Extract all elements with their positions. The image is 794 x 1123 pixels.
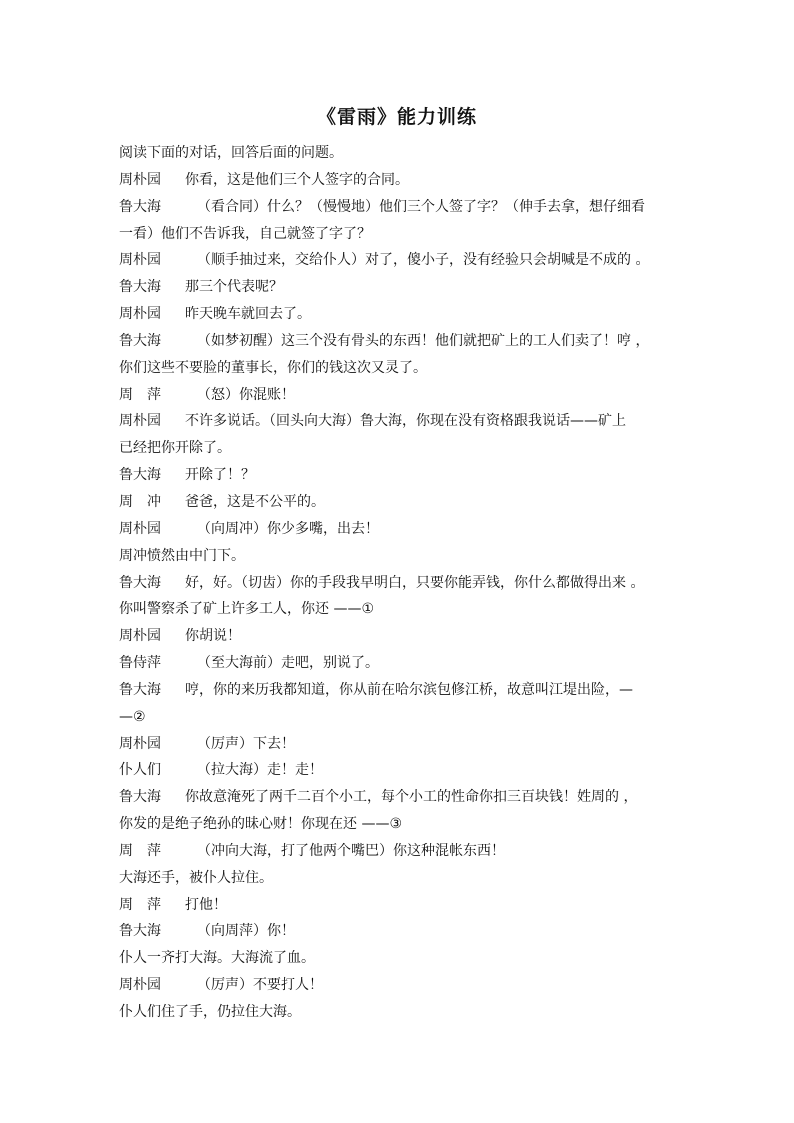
dialogue-line — [119, 274, 679, 301]
speaker-name: 鲁大海 — [119, 279, 161, 296]
speaker-name: 周 冲 — [119, 493, 161, 510]
dialogue-text: （拉大海）走！走！ — [197, 762, 323, 779]
dialogue-line — [119, 462, 679, 489]
dialogue-text-line — [119, 543, 679, 570]
speaker-name: 鲁大海 — [119, 574, 161, 591]
speaker-name: 鲁大海 — [119, 681, 161, 698]
dialogue-text: 你们这些不要脸的董事长，你们的钱这次又灵了。 — [119, 359, 427, 376]
dialogue-text: 昨天晚车就回去了。 — [185, 306, 311, 323]
dialogue-text-line — [119, 140, 679, 167]
speaker-name: 鲁大海 — [119, 923, 161, 940]
dialogue-line — [119, 623, 679, 650]
dialogue-line — [119, 382, 679, 409]
dialogue-text: 一看）他们不告诉我，自己就签了字了？ — [119, 225, 371, 242]
dialogue-line — [119, 731, 679, 758]
dialogue-text-line — [119, 945, 679, 972]
dialogue-body — [119, 140, 679, 1026]
speaker-name: 鲁侍萍 — [119, 655, 161, 672]
dialogue-text: 已经把你开除了。 — [119, 440, 231, 457]
speaker-name: 周朴园 — [119, 628, 161, 645]
dialogue-line — [119, 650, 679, 677]
dialogue-text: 你故意淹死了两千二百个小工，每个小工的性命你扣三百块钱！姓周的 ， — [185, 789, 638, 806]
dialogue-text: 大海还手，被仆人拉住。 — [119, 869, 273, 886]
dialogue-text: （顺手抽过来，交给仆人）对了，傻小子，没有经验只会胡喊是不成的 。 — [197, 252, 650, 269]
dialogue-line — [119, 301, 679, 328]
dialogue-text-line — [119, 435, 679, 462]
dialogue-line — [119, 408, 679, 435]
dialogue-text: 开除了！？ — [185, 467, 255, 484]
dialogue-text-line — [119, 704, 679, 731]
speaker-name: 周朴园 — [119, 306, 161, 323]
dialogue-text: 不许多说话。（回头向大海）鲁大海，你现在没有资格跟我说话——矿上 — [185, 413, 626, 430]
dialogue-line — [119, 570, 679, 597]
dialogue-text: 你发的是绝子绝孙的昧心财！你现在还 ——③ — [119, 816, 402, 833]
dialogue-text: （冲向大海，打了他两个嘴巴）你这种混帐东西！ — [197, 842, 505, 859]
dialogue-line — [119, 167, 679, 194]
dialogue-line — [119, 328, 679, 355]
dialogue-text: （向周萍）你！ — [197, 923, 295, 940]
dialogue-text: （如梦初醒）这三个没有骨头的东西！他们就把矿上的工人们卖了！哼 ， — [197, 332, 650, 349]
dialogue-text: 你胡说！ — [185, 628, 241, 645]
dialogue-line — [119, 489, 679, 516]
speaker-name: 鲁大海 — [119, 198, 161, 215]
dialogue-text-line — [119, 811, 679, 838]
dialogue-text: 打他！ — [185, 896, 227, 913]
speaker-name: 周 萍 — [119, 842, 161, 859]
speaker-name: 鲁大海 — [119, 467, 161, 484]
dialogue-text: （怒）你混账！ — [197, 386, 295, 403]
dialogue-text-line — [119, 999, 679, 1026]
speaker-name: 周朴园 — [119, 520, 161, 537]
speaker-name: 仆人们 — [119, 762, 161, 779]
dialogue-text: 爸爸，这是不公平的。 — [185, 493, 325, 510]
dialogue-text: 好，好。（切齿）你的手段我早明白，只要你能弄钱，你什么都做得出来 。 — [185, 574, 645, 591]
dialogue-text: 阅读下面的对话，回答后面的问题。 — [119, 145, 343, 161]
dialogue-line — [119, 247, 679, 274]
dialogue-text: （厉声）下去！ — [197, 735, 295, 752]
dialogue-text-line — [119, 865, 679, 892]
dialogue-line — [119, 757, 679, 784]
dialogue-text: 哼，你的来历我都知道，你从前在哈尔滨包修江桥，故意叫江堤出险，— — [185, 681, 633, 698]
dialogue-line — [119, 972, 679, 999]
dialogue-text: 那三个代表呢？ — [185, 279, 283, 296]
dialogue-text: （厉声）不要打人！ — [197, 977, 323, 994]
speaker-name: 鲁大海 — [119, 332, 161, 349]
dialogue-text-line — [119, 355, 679, 382]
dialogue-text: 你叫警察杀了矿上许多工人，你还 ——① — [119, 601, 375, 618]
dialogue-text: 仆人一齐打大海。大海流了血。 — [119, 950, 315, 967]
dialogue-text: 仆人们住了手，仍拉住大海。 — [119, 1004, 301, 1020]
dialogue-text: —② — [119, 708, 146, 725]
dialogue-line — [119, 892, 679, 919]
speaker-name: 周朴园 — [119, 735, 161, 752]
speaker-name: 周朴园 — [119, 171, 161, 188]
dialogue-line — [119, 784, 679, 811]
speaker-name: 周 萍 — [119, 386, 161, 403]
dialogue-text: （向周冲）你少多嘴，出去！ — [197, 520, 379, 537]
speaker-name: 周 萍 — [119, 896, 161, 913]
dialogue-text: 周冲愤然由中门下。 — [119, 547, 245, 564]
dialogue-text-line — [119, 596, 679, 623]
speaker-name: 周朴园 — [119, 413, 161, 430]
document-title: 《雷雨》能力训练 — [316, 106, 477, 128]
dialogue-line — [119, 838, 679, 865]
dialogue-text: 你看，这是他们三个人签字的合同。 — [185, 171, 409, 188]
speaker-name: 鲁大海 — [119, 789, 161, 806]
dialogue-text: （看合同）什么？（慢慢地）他们三个人签了字？（伸手去拿，想仔细看 — [197, 198, 645, 215]
dialogue-text-line — [119, 221, 679, 248]
dialogue-line — [119, 516, 679, 543]
dialogue-line — [119, 194, 679, 221]
dialogue-line — [119, 918, 679, 945]
dialogue-line — [119, 677, 679, 704]
speaker-name: 周朴园 — [119, 977, 161, 994]
dialogue-text: （至大海前）走吧，别说了。 — [197, 655, 379, 672]
speaker-name: 周朴园 — [119, 252, 161, 269]
